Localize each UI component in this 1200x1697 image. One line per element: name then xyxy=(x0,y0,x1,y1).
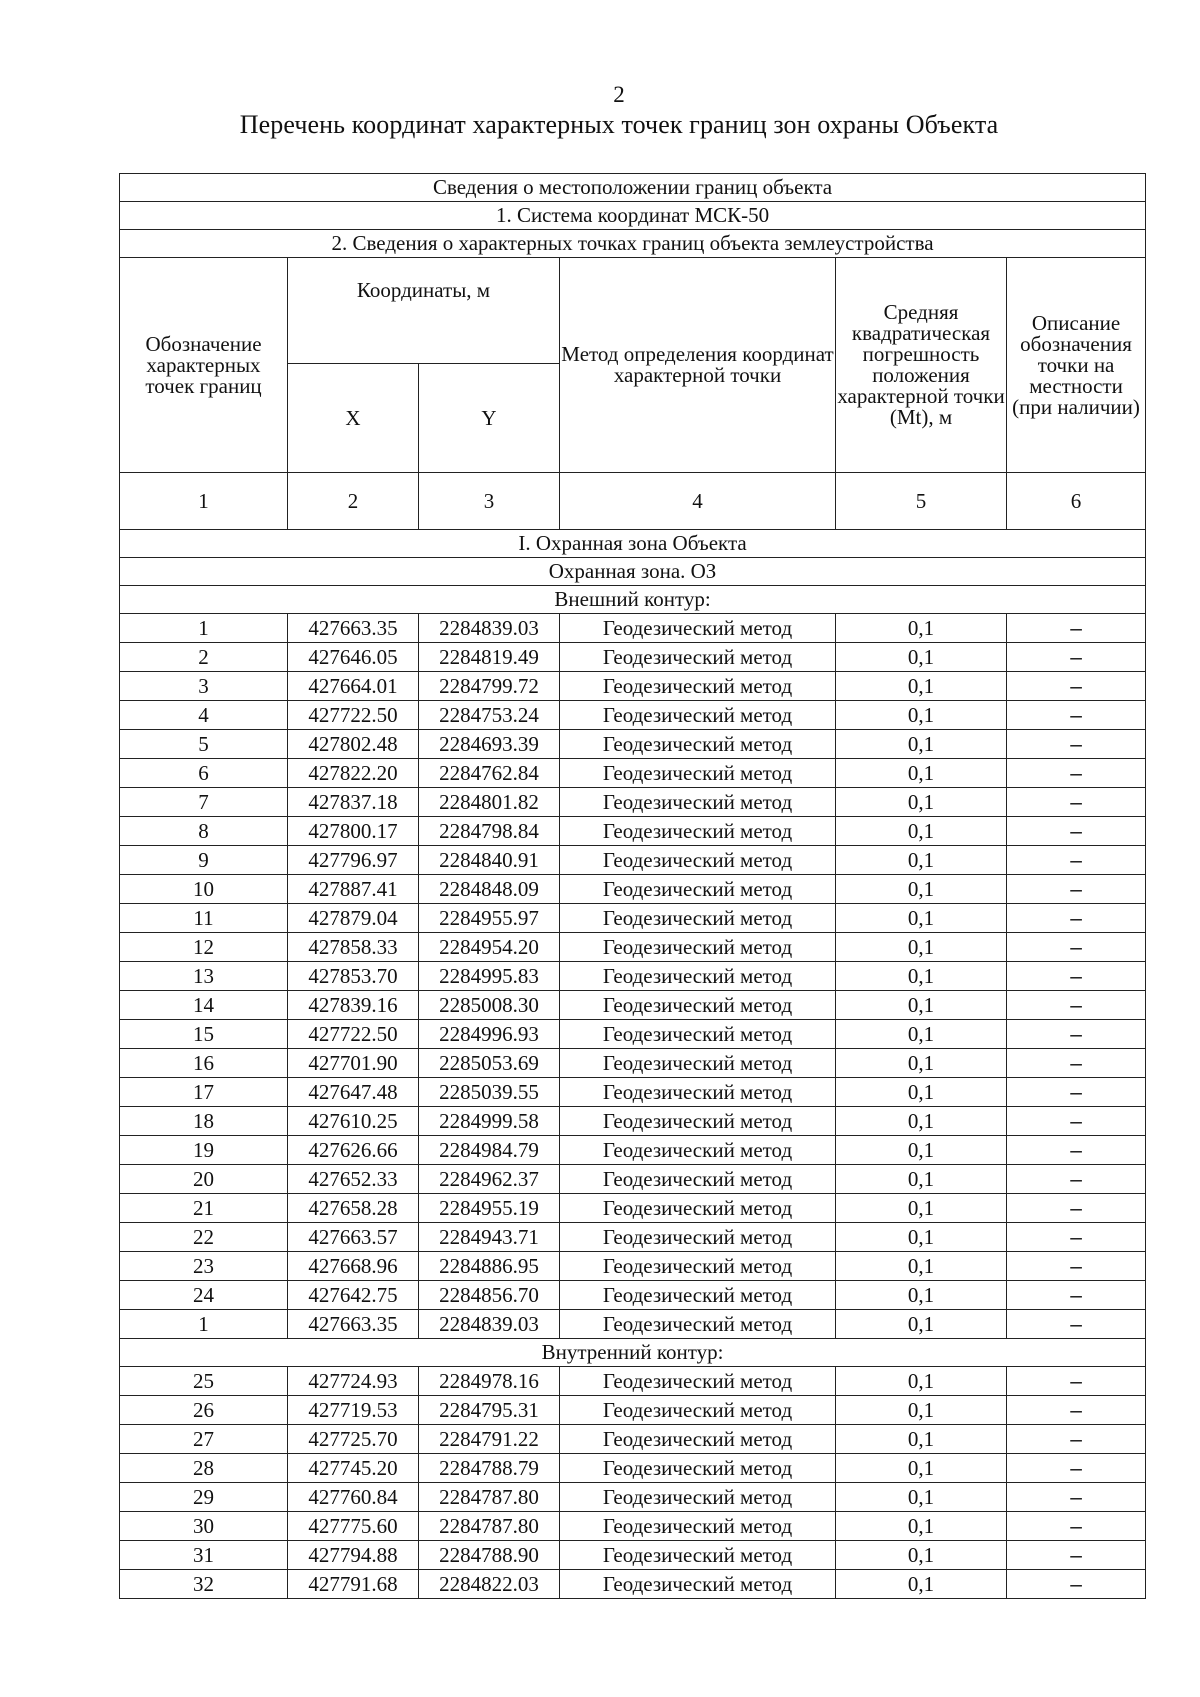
accuracy-cell: 0,1 xyxy=(836,1512,1007,1541)
description-cell: – xyxy=(1007,904,1146,933)
table-row xyxy=(120,614,1146,643)
table-row xyxy=(120,1107,1146,1136)
table-row xyxy=(120,1454,1146,1483)
table-row xyxy=(120,730,1146,759)
point-number-cell: 4 xyxy=(120,701,288,730)
accuracy-cell: 0,1 xyxy=(836,933,1007,962)
description-cell: – xyxy=(1007,1512,1146,1541)
accuracy-cell: 0,1 xyxy=(836,759,1007,788)
zone-title: I. Охранная зона Объекта xyxy=(120,530,1146,558)
table-row xyxy=(120,991,1146,1020)
y-coordinate-cell: 2284984.79 xyxy=(419,1136,560,1165)
y-coordinate-cell: 2284856.70 xyxy=(419,1281,560,1310)
table-row xyxy=(120,846,1146,875)
x-coordinate-cell: 427760.84 xyxy=(288,1483,419,1512)
table-row xyxy=(120,1483,1146,1512)
x-coordinate-cell: 427725.70 xyxy=(288,1425,419,1454)
section-title-row xyxy=(120,1339,1146,1367)
y-coordinate-cell: 2284753.24 xyxy=(419,701,560,730)
description-cell: – xyxy=(1007,1078,1146,1107)
description-cell: – xyxy=(1007,1396,1146,1425)
x-coordinate-cell: 427796.97 xyxy=(288,846,419,875)
table-row xyxy=(120,643,1146,672)
accuracy-cell: 0,1 xyxy=(836,991,1007,1020)
y-coordinate-cell: 2284801.82 xyxy=(419,788,560,817)
y-coordinate-cell: 2284962.37 xyxy=(419,1165,560,1194)
table-row xyxy=(120,1570,1146,1599)
x-coordinate-cell: 427887.41 xyxy=(288,875,419,904)
method-cell: Геодезический метод xyxy=(560,846,836,875)
point-number-cell: 9 xyxy=(120,846,288,875)
x-coordinate-cell: 427719.53 xyxy=(288,1396,419,1425)
header-boundary-points-info: 2. Сведения о характерных точках границ объекта землеустройства xyxy=(120,230,1146,258)
accuracy-cell: 0,1 xyxy=(836,1020,1007,1049)
accuracy-cell: 0,1 xyxy=(836,817,1007,846)
accuracy-cell: 0,1 xyxy=(836,1367,1007,1396)
y-coordinate-cell: 2284762.84 xyxy=(419,759,560,788)
method-cell: Геодезический метод xyxy=(560,1396,836,1425)
description-cell: – xyxy=(1007,1020,1146,1049)
y-coordinate-cell: 2284886.95 xyxy=(419,1252,560,1281)
method-cell: Геодезический метод xyxy=(560,643,836,672)
description-cell: – xyxy=(1007,672,1146,701)
method-cell: Геодезический метод xyxy=(560,1483,836,1512)
table-row xyxy=(120,1541,1146,1570)
y-coordinate-cell: 2284819.49 xyxy=(419,643,560,672)
description-cell: – xyxy=(1007,643,1146,672)
y-coordinate-cell: 2284999.58 xyxy=(419,1107,560,1136)
column-number: 6 xyxy=(1007,473,1146,530)
point-number-cell: 30 xyxy=(120,1512,288,1541)
table-row xyxy=(120,1020,1146,1049)
method-cell: Геодезический метод xyxy=(560,1020,836,1049)
y-coordinate-cell: 2284787.80 xyxy=(419,1483,560,1512)
x-coordinate-cell: 427802.48 xyxy=(288,730,419,759)
point-number-cell: 21 xyxy=(120,1194,288,1223)
column-header-accuracy: Средняя квадратическая погрешность положения характерной точки (Mt), м xyxy=(836,258,1007,473)
accuracy-cell: 0,1 xyxy=(836,1223,1007,1252)
point-number-cell: 1 xyxy=(120,1310,288,1339)
method-cell: Геодезический метод xyxy=(560,1367,836,1396)
x-coordinate-cell: 427822.20 xyxy=(288,759,419,788)
table-row xyxy=(120,1194,1146,1223)
point-number-cell: 6 xyxy=(120,759,288,788)
point-number-cell: 13 xyxy=(120,962,288,991)
x-coordinate-cell: 427839.16 xyxy=(288,991,419,1020)
method-cell: Геодезический метод xyxy=(560,672,836,701)
table-row xyxy=(120,1512,1146,1541)
accuracy-cell: 0,1 xyxy=(836,1281,1007,1310)
accuracy-cell: 0,1 xyxy=(836,1136,1007,1165)
description-cell: – xyxy=(1007,1541,1146,1570)
point-number-cell: 18 xyxy=(120,1107,288,1136)
x-coordinate-cell: 427668.96 xyxy=(288,1252,419,1281)
column-number: 5 xyxy=(836,473,1007,530)
method-cell: Геодезический метод xyxy=(560,933,836,962)
column-numbers-row xyxy=(120,473,1146,530)
point-number-cell: 19 xyxy=(120,1136,288,1165)
x-coordinate-cell: 427745.20 xyxy=(288,1454,419,1483)
accuracy-cell: 0,1 xyxy=(836,1078,1007,1107)
page-number: 2 xyxy=(613,82,625,107)
x-coordinate-cell: 427722.50 xyxy=(288,1020,419,1049)
description-cell: – xyxy=(1007,1281,1146,1310)
column-number: 2 xyxy=(288,473,419,530)
accuracy-cell: 0,1 xyxy=(836,1252,1007,1281)
y-coordinate-cell: 2284791.22 xyxy=(419,1425,560,1454)
column-number: 4 xyxy=(560,473,836,530)
accuracy-cell: 0,1 xyxy=(836,1425,1007,1454)
table-row xyxy=(120,1396,1146,1425)
y-coordinate-cell: 2284955.97 xyxy=(419,904,560,933)
method-cell: Геодезический метод xyxy=(560,788,836,817)
point-number-cell: 22 xyxy=(120,1223,288,1252)
table-row xyxy=(120,1252,1146,1281)
y-coordinate-cell: 2284788.79 xyxy=(419,1454,560,1483)
method-cell: Геодезический метод xyxy=(560,1425,836,1454)
description-cell: – xyxy=(1007,759,1146,788)
method-cell: Геодезический метод xyxy=(560,1107,836,1136)
table-row xyxy=(120,875,1146,904)
description-cell: – xyxy=(1007,1165,1146,1194)
column-number: 1 xyxy=(120,473,288,530)
zone-subtitle-row xyxy=(120,558,1146,586)
x-coordinate-cell: 427837.18 xyxy=(288,788,419,817)
accuracy-cell: 0,1 xyxy=(836,1483,1007,1512)
x-coordinate-cell: 427647.48 xyxy=(288,1078,419,1107)
x-coordinate-cell: 427858.33 xyxy=(288,933,419,962)
method-cell: Геодезический метод xyxy=(560,1281,836,1310)
y-coordinate-cell: 2284848.09 xyxy=(419,875,560,904)
description-cell: – xyxy=(1007,788,1146,817)
point-number-cell: 16 xyxy=(120,1049,288,1078)
table-header-row xyxy=(120,174,1146,202)
column-header-row xyxy=(120,258,1146,364)
method-cell: Геодезический метод xyxy=(560,1049,836,1078)
point-number-cell: 3 xyxy=(120,672,288,701)
y-coordinate-cell: 2284788.90 xyxy=(419,1541,560,1570)
y-coordinate-cell: 2284978.16 xyxy=(419,1367,560,1396)
accuracy-cell: 0,1 xyxy=(836,1396,1007,1425)
description-cell: – xyxy=(1007,1107,1146,1136)
method-cell: Геодезический метод xyxy=(560,1454,836,1483)
point-number-cell: 32 xyxy=(120,1570,288,1599)
column-header-method: Метод определения координат характерной точки xyxy=(560,258,836,473)
description-cell: – xyxy=(1007,1310,1146,1339)
page-title: Перечень координат характерных точек границ зон охраны Объекта xyxy=(239,110,999,139)
method-cell: Геодезический метод xyxy=(560,962,836,991)
table-row xyxy=(120,817,1146,846)
accuracy-cell: 0,1 xyxy=(836,672,1007,701)
method-cell: Геодезический метод xyxy=(560,614,836,643)
description-cell: – xyxy=(1007,1049,1146,1078)
description-cell: – xyxy=(1007,1483,1146,1512)
table-row xyxy=(120,672,1146,701)
point-number-cell: 10 xyxy=(120,875,288,904)
method-cell: Геодезический метод xyxy=(560,1165,836,1194)
x-coordinate-cell: 427610.25 xyxy=(288,1107,419,1136)
x-coordinate-cell: 427791.68 xyxy=(288,1570,419,1599)
table-row xyxy=(120,933,1146,962)
section-title-row xyxy=(120,586,1146,614)
point-number-cell: 20 xyxy=(120,1165,288,1194)
table-row xyxy=(120,1165,1146,1194)
description-cell: – xyxy=(1007,730,1146,759)
point-number-cell: 24 xyxy=(120,1281,288,1310)
point-number-cell: 12 xyxy=(120,933,288,962)
point-number-cell: 14 xyxy=(120,991,288,1020)
accuracy-cell: 0,1 xyxy=(836,1165,1007,1194)
table-header-row xyxy=(120,230,1146,258)
x-coordinate-cell: 427663.57 xyxy=(288,1223,419,1252)
y-coordinate-cell: 2284955.19 xyxy=(419,1194,560,1223)
table-row xyxy=(120,1281,1146,1310)
description-cell: – xyxy=(1007,1194,1146,1223)
coordinates-table xyxy=(119,173,1146,1599)
accuracy-cell: 0,1 xyxy=(836,1107,1007,1136)
description-cell: – xyxy=(1007,933,1146,962)
y-coordinate-cell: 2285053.69 xyxy=(419,1049,560,1078)
description-cell: – xyxy=(1007,1136,1146,1165)
point-number-cell: 27 xyxy=(120,1425,288,1454)
y-coordinate-cell: 2284799.72 xyxy=(419,672,560,701)
point-number-cell: 17 xyxy=(120,1078,288,1107)
accuracy-cell: 0,1 xyxy=(836,1541,1007,1570)
description-cell: – xyxy=(1007,1252,1146,1281)
point-number-cell: 29 xyxy=(120,1483,288,1512)
method-cell: Геодезический метод xyxy=(560,1310,836,1339)
accuracy-cell: 0,1 xyxy=(836,904,1007,933)
table-row xyxy=(120,1049,1146,1078)
method-cell: Геодезический метод xyxy=(560,1194,836,1223)
point-number-cell: 5 xyxy=(120,730,288,759)
point-number-cell: 11 xyxy=(120,904,288,933)
zone-subtitle: Охранная зона. ОЗ xyxy=(120,558,1146,586)
y-coordinate-cell: 2284795.31 xyxy=(419,1396,560,1425)
method-cell: Геодезический метод xyxy=(560,759,836,788)
column-header-coordinates: Координаты, м xyxy=(288,258,560,364)
table-row xyxy=(120,962,1146,991)
accuracy-cell: 0,1 xyxy=(836,1049,1007,1078)
point-number-cell: 25 xyxy=(120,1367,288,1396)
y-coordinate-cell: 2284822.03 xyxy=(419,1570,560,1599)
description-cell: – xyxy=(1007,1367,1146,1396)
description-cell: – xyxy=(1007,875,1146,904)
table-row xyxy=(120,788,1146,817)
point-number-cell: 28 xyxy=(120,1454,288,1483)
x-coordinate-cell: 427642.75 xyxy=(288,1281,419,1310)
method-cell: Геодезический метод xyxy=(560,701,836,730)
accuracy-cell: 0,1 xyxy=(836,701,1007,730)
accuracy-cell: 0,1 xyxy=(836,643,1007,672)
column-header-description: Описание обозначения точки на местности (при наличии) xyxy=(1007,258,1146,473)
table-row xyxy=(120,1223,1146,1252)
method-cell: Геодезический метод xyxy=(560,1512,836,1541)
description-cell: – xyxy=(1007,1425,1146,1454)
y-coordinate-cell: 2285008.30 xyxy=(419,991,560,1020)
method-cell: Геодезический метод xyxy=(560,1541,836,1570)
table-row xyxy=(120,1136,1146,1165)
accuracy-cell: 0,1 xyxy=(836,846,1007,875)
method-cell: Геодезический метод xyxy=(560,875,836,904)
x-coordinate-cell: 427794.88 xyxy=(288,1541,419,1570)
point-number-cell: 31 xyxy=(120,1541,288,1570)
y-coordinate-cell: 2284839.03 xyxy=(419,614,560,643)
accuracy-cell: 0,1 xyxy=(836,875,1007,904)
description-cell: – xyxy=(1007,846,1146,875)
description-cell: – xyxy=(1007,1454,1146,1483)
table-row xyxy=(120,1425,1146,1454)
accuracy-cell: 0,1 xyxy=(836,1310,1007,1339)
y-coordinate-cell: 2284839.03 xyxy=(419,1310,560,1339)
point-number-cell: 23 xyxy=(120,1252,288,1281)
point-number-cell: 1 xyxy=(120,614,288,643)
table-row xyxy=(120,1078,1146,1107)
accuracy-cell: 0,1 xyxy=(836,962,1007,991)
method-cell: Геодезический метод xyxy=(560,730,836,759)
accuracy-cell: 0,1 xyxy=(836,1454,1007,1483)
y-coordinate-cell: 2284995.83 xyxy=(419,962,560,991)
description-cell: – xyxy=(1007,817,1146,846)
method-cell: Геодезический метод xyxy=(560,904,836,933)
accuracy-cell: 0,1 xyxy=(836,730,1007,759)
header-location-info: Сведения о местоположении границ объекта xyxy=(120,174,1146,202)
method-cell: Геодезический метод xyxy=(560,1570,836,1599)
x-coordinate-cell: 427663.35 xyxy=(288,614,419,643)
table-header-row xyxy=(120,202,1146,230)
method-cell: Геодезический метод xyxy=(560,991,836,1020)
x-coordinate-cell: 427722.50 xyxy=(288,701,419,730)
table-row xyxy=(120,701,1146,730)
y-coordinate-cell: 2285039.55 xyxy=(419,1078,560,1107)
accuracy-cell: 0,1 xyxy=(836,788,1007,817)
description-cell: – xyxy=(1007,614,1146,643)
y-coordinate-cell: 2284954.20 xyxy=(419,933,560,962)
column-header-y: Y xyxy=(419,364,560,473)
table-row xyxy=(120,1310,1146,1339)
x-coordinate-cell: 427646.05 xyxy=(288,643,419,672)
table-row xyxy=(120,904,1146,933)
y-coordinate-cell: 2284996.93 xyxy=(419,1020,560,1049)
x-coordinate-cell: 427775.60 xyxy=(288,1512,419,1541)
method-cell: Геодезический метод xyxy=(560,1223,836,1252)
y-coordinate-cell: 2284798.84 xyxy=(419,817,560,846)
description-cell: – xyxy=(1007,701,1146,730)
description-cell: – xyxy=(1007,962,1146,991)
point-number-cell: 15 xyxy=(120,1020,288,1049)
x-coordinate-cell: 427853.70 xyxy=(288,962,419,991)
x-coordinate-cell: 427879.04 xyxy=(288,904,419,933)
description-cell: – xyxy=(1007,1223,1146,1252)
method-cell: Геодезический метод xyxy=(560,1136,836,1165)
x-coordinate-cell: 427800.17 xyxy=(288,817,419,846)
point-number-cell: 7 xyxy=(120,788,288,817)
accuracy-cell: 0,1 xyxy=(836,614,1007,643)
point-number-cell: 26 xyxy=(120,1396,288,1425)
table-row xyxy=(120,759,1146,788)
y-coordinate-cell: 2284943.71 xyxy=(419,1223,560,1252)
method-cell: Геодезический метод xyxy=(560,1078,836,1107)
header-coordinate-system: 1. Система координат МСК-50 xyxy=(120,202,1146,230)
column-header-x: X xyxy=(288,364,419,473)
x-coordinate-cell: 427724.93 xyxy=(288,1367,419,1396)
accuracy-cell: 0,1 xyxy=(836,1194,1007,1223)
method-cell: Геодезический метод xyxy=(560,1252,836,1281)
column-number: 3 xyxy=(419,473,560,530)
description-cell: – xyxy=(1007,991,1146,1020)
y-coordinate-cell: 2284693.39 xyxy=(419,730,560,759)
point-number-cell: 2 xyxy=(120,643,288,672)
y-coordinate-cell: 2284840.91 xyxy=(419,846,560,875)
section-title: Внешний контур: xyxy=(120,586,1146,614)
column-header-designation: Обозначение характерных точек границ xyxy=(120,258,288,473)
x-coordinate-cell: 427652.33 xyxy=(288,1165,419,1194)
x-coordinate-cell: 427664.01 xyxy=(288,672,419,701)
zone-title-row xyxy=(120,530,1146,558)
point-number-cell: 8 xyxy=(120,817,288,846)
section-title: Внутренний контур: xyxy=(120,1339,1146,1367)
x-coordinate-cell: 427658.28 xyxy=(288,1194,419,1223)
accuracy-cell: 0,1 xyxy=(836,1570,1007,1599)
x-coordinate-cell: 427701.90 xyxy=(288,1049,419,1078)
table-row xyxy=(120,1367,1146,1396)
x-coordinate-cell: 427626.66 xyxy=(288,1136,419,1165)
x-coordinate-cell: 427663.35 xyxy=(288,1310,419,1339)
method-cell: Геодезический метод xyxy=(560,817,836,846)
y-coordinate-cell: 2284787.80 xyxy=(419,1512,560,1541)
description-cell: – xyxy=(1007,1570,1146,1599)
